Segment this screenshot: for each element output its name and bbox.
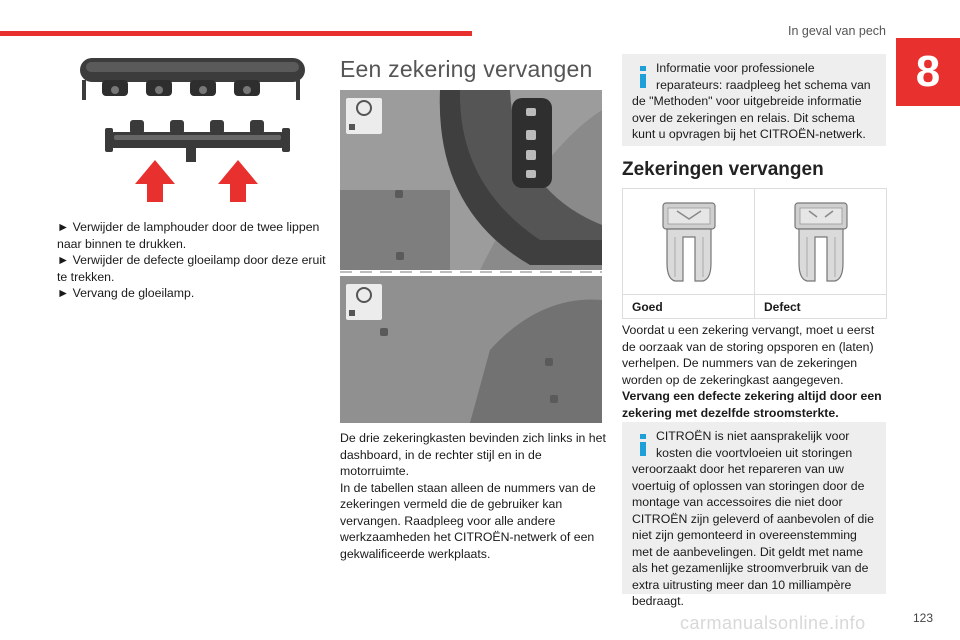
info-icon <box>636 434 650 456</box>
fusebox-locations: De drie zekeringkasten bevinden zich links in het dashboard, in de rechter stijl en in de motorruimte. <box>340 431 606 478</box>
lamp-replacement-steps <box>57 219 327 302</box>
info-pro-rest: de "Methoden" voor uitgebreide informatie over de zekeringen en relais. Dit schema kunt u opvragen bij het CITROËN-netwerk. <box>632 94 866 141</box>
dashboard-fusebox-illustration <box>340 90 602 423</box>
fuse-good-label: Goed <box>632 300 663 314</box>
info-box-liability <box>622 422 886 608</box>
fuse-good-cell <box>623 189 754 294</box>
good-fuse-icon <box>659 201 719 283</box>
info-warning-rest: veroorzaakt door het repareren van uw voertuig of oplossen van storingen door de montage van accessoires die niet door CITROËN zijn geleverd of aanbevolen of die niet zijn gemonteerd in overeenstemming met de aanbevelingen. Dit geldt met name als het gezamenlijke stroomverbruik van de extra uitrusting meer dan 10 milliampère bedraagt. <box>632 462 874 608</box>
fuse-defect-label: Defect <box>754 295 886 319</box>
watermark: carmanualsonline.info <box>680 613 866 633</box>
fusebox-locations-text <box>340 430 608 562</box>
fuse-defect-cell <box>754 189 886 294</box>
fuse-same-rating-warning: Vervang een defecte zekering altijd door een zekering met dezelfde stroomsterkte. <box>622 389 882 420</box>
info-icon <box>636 66 650 88</box>
fuse-condition-table <box>622 188 887 319</box>
fuse-table-note: In de tabellen staan alleen de nummers van de zekeringen vermeld die de gebruiker kan vervangen. Raadpleeg voor alle andere werkzaamheden het CITROËN-netwerk of een gekwalificeerde werkplaats. <box>340 480 596 561</box>
chapter-number-tab: 8 <box>896 38 960 106</box>
info-box-professionals <box>622 54 886 146</box>
step-2: ► Verwijder de defecte gloeilamp door deze eruit te trekken. <box>57 253 326 284</box>
fuse-replacement-paragraph: Voordat u een zekering vervangt, moet u eerst de oorzaak van de storing opsporen en (laten) verhelpen. De nummers van de zekeringen worden op de zekeringkast aangegeven. <box>622 323 875 387</box>
header-accent-bar <box>0 31 472 36</box>
fuse-replace-heading: Een zekering vervangen <box>340 56 593 82</box>
info-warning-first-line: CITROËN is niet aansprakelijk voor kosten die voortvloeien uit storingen <box>656 429 853 460</box>
info-pro-first-line: Informatie voor professionele reparateurs: raadpleeg het schema van <box>656 61 871 92</box>
lamp-holder-illustration <box>70 52 320 207</box>
step-3: ► Vervang de gloeilamp. <box>57 286 195 300</box>
page-number: 123 <box>913 611 934 625</box>
step-1: ► Verwijder de lamphouder door de twee lippen naar binnen te drukken. <box>57 220 320 251</box>
fuses-replace-subheading: Zekeringen vervangen <box>622 159 824 180</box>
section-title: In geval van pech <box>788 24 886 38</box>
defect-fuse-icon <box>791 201 851 283</box>
fuse-replacement-instructions <box>622 322 887 421</box>
